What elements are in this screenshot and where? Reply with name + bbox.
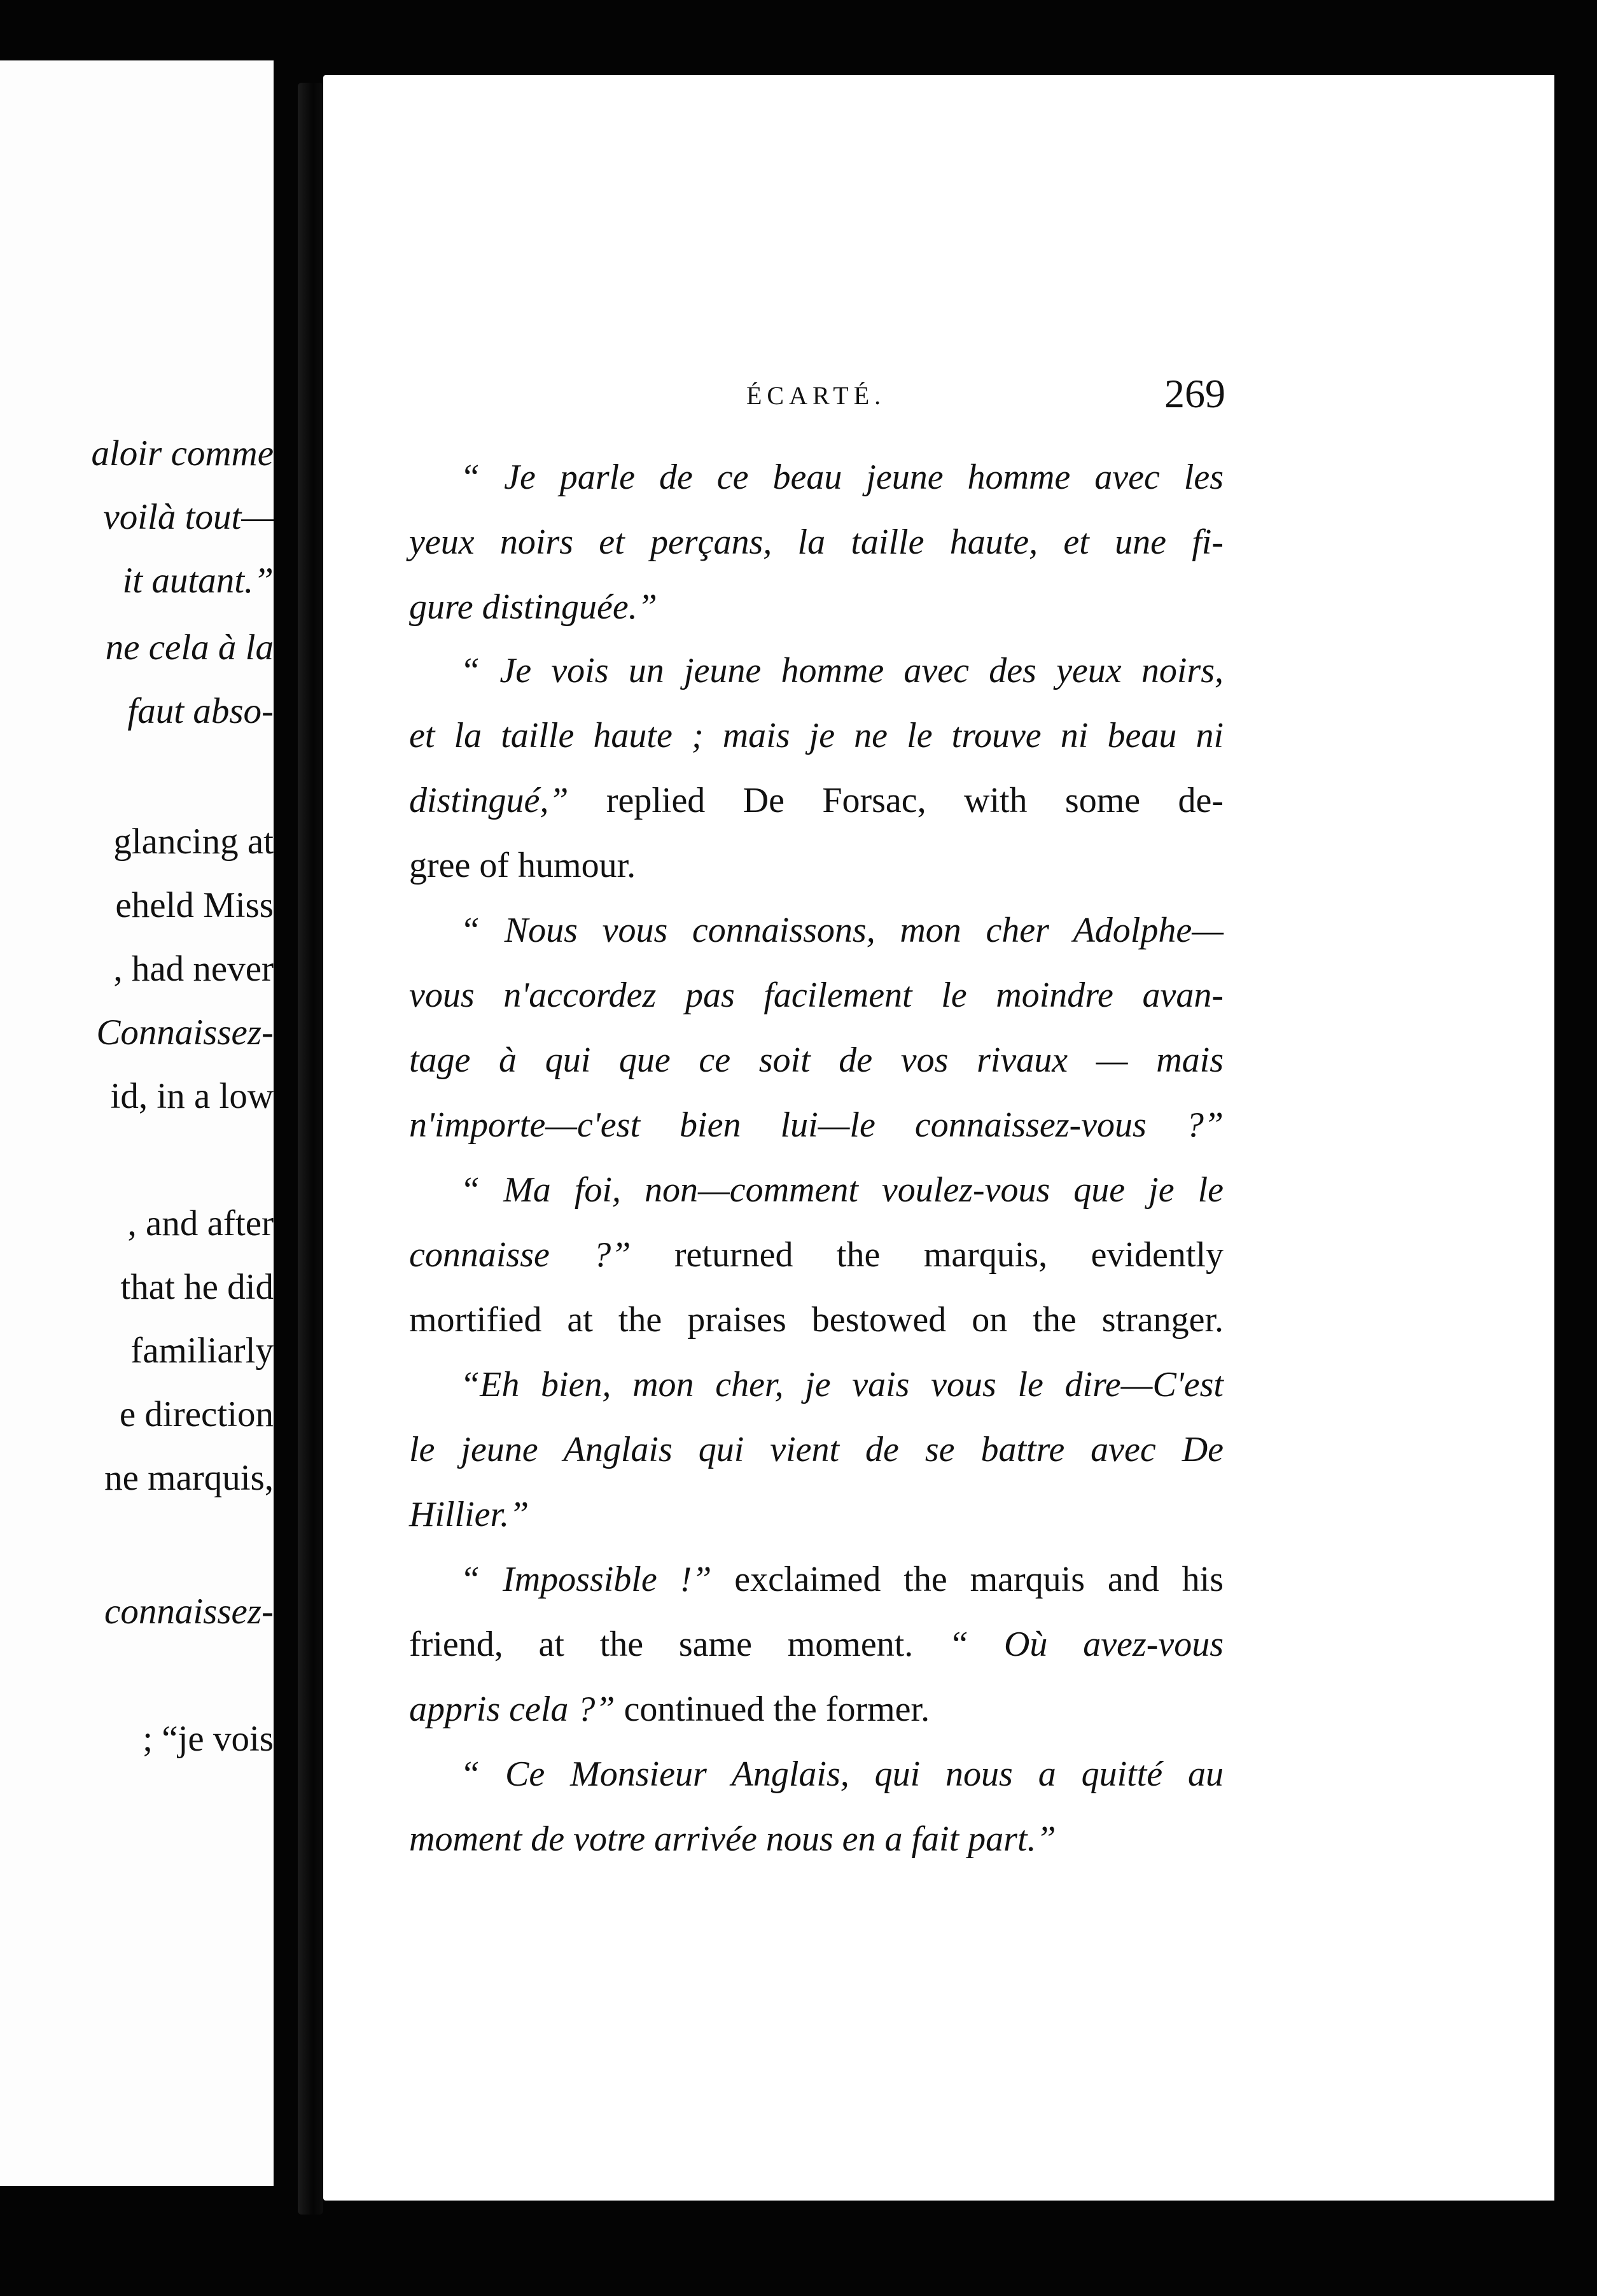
book-gutter (298, 83, 323, 2215)
left-line-13: , and after (127, 1203, 274, 1243)
left-line-4: ne cela à la (105, 627, 274, 668)
left-line-9: , had never (113, 949, 274, 989)
text-line: “Eh bien, mon cher, je vais vous le dire—C'est (460, 1365, 1224, 1404)
left-line-17: ne marquis, (104, 1458, 274, 1498)
left-line-19: connaissez- (104, 1592, 274, 1632)
running-head-title: ÉCARTÉ. (746, 381, 886, 410)
text-line: “ Je parle de ce beau jeune homme avec les (460, 458, 1224, 497)
left-line-14: that he did (120, 1267, 274, 1307)
text-line: tage à qui que ce soit de vos rivaux — mais (409, 1040, 1224, 1080)
right-page (323, 75, 1554, 2201)
text-line: n'importe—c'est bien lui—le connaissez-vous ?” (409, 1105, 1224, 1145)
text-line: moment de votre arrivée nous en a fait part.” (409, 1819, 1056, 1859)
page-number: 269 (1164, 371, 1225, 416)
left-line-7: glancing at (113, 822, 274, 862)
text-line: connaisse ?” returned the marquis, evidently (409, 1235, 1224, 1275)
left-line-1: aloir comme (91, 433, 274, 473)
text-line: distingué,” replied De Forsac, with some de- (409, 781, 1224, 820)
text-line: friend, at the same moment. “ Où avez-vous (409, 1625, 1224, 1664)
text-line: mortified at the praises bestowed on the stranger. (409, 1300, 1224, 1340)
text-line: “ Nous vous connaissons, mon cher Adolphe— (460, 911, 1224, 950)
text-line: appris cela ?” continued the former. (409, 1690, 930, 1729)
left-line-2: voilà tout— (103, 497, 274, 537)
text-line: yeux noirs et perçans, la taille haute, et une fi- (409, 522, 1224, 562)
text-line: “ Ma foi, non—comment voulez-vous que je le (460, 1170, 1224, 1210)
text-line: gree of humour. (409, 846, 636, 885)
left-line-15: familiarly (130, 1331, 274, 1371)
text-line: le jeune Anglais qui vient de se battre avec De (409, 1430, 1224, 1469)
left-line-8: eheld Miss (115, 885, 274, 925)
text-line: Hillier.” (409, 1495, 529, 1534)
left-line-3: it autant.” (122, 561, 274, 601)
text-line: gure distinguée.” (409, 587, 657, 627)
left-page (0, 60, 274, 2186)
left-line-21: ; “je vois (143, 1719, 274, 1759)
text-line: et la taille haute ; mais je ne le trouve ni beau ni (409, 716, 1224, 755)
text-line: “ Impossible !” exclaimed the marquis and his (460, 1560, 1224, 1599)
left-line-16: e direction (119, 1394, 274, 1434)
running-head (323, 371, 1554, 425)
left-line-5: faut abso- (127, 691, 274, 731)
text-line: vous n'accordez pas facilement le moindre avan- (409, 976, 1224, 1015)
text-line: “ Je vois un jeune homme avec des yeux noirs, (460, 651, 1224, 690)
left-line-10: Connaissez- (96, 1012, 274, 1053)
text-line: “ Ce Monsieur Anglais, qui nous a quitté au (460, 1754, 1224, 1794)
left-line-11: id, in a low (110, 1076, 274, 1116)
